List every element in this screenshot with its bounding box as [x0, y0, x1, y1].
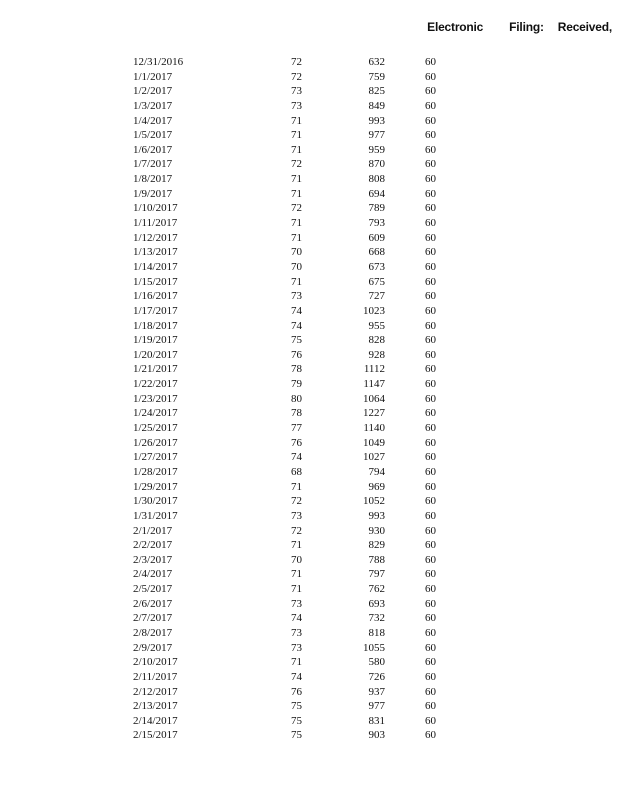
table-row: [133, 685, 438, 700]
value-cell-1: 71: [291, 143, 302, 156]
date-cell: 1/10/2017: [133, 202, 178, 215]
date-cell: 2/6/2017: [133, 597, 173, 610]
value-cell-3: 60: [425, 231, 436, 244]
value-cell-3: 60: [425, 129, 436, 142]
value-cell-2: 1027: [363, 451, 385, 464]
date-cell: 1/29/2017: [133, 480, 178, 493]
table-row: [133, 582, 438, 597]
value-cell-2: 993: [368, 509, 385, 522]
value-cell-2: 930: [368, 524, 385, 537]
value-cell-2: 928: [368, 348, 385, 361]
date-cell: 2/4/2017: [133, 568, 173, 581]
date-cell: 1/17/2017: [133, 304, 178, 317]
value-cell-1: 73: [291, 99, 302, 112]
value-cell-3: 60: [425, 363, 436, 376]
value-cell-2: 969: [368, 480, 385, 493]
table-row: [133, 626, 438, 641]
value-cell-1: 75: [291, 714, 302, 727]
date-cell: 1/25/2017: [133, 422, 178, 435]
value-cell-3: 60: [425, 480, 436, 493]
value-cell-2: 1052: [363, 495, 385, 508]
date-cell: 1/26/2017: [133, 436, 178, 449]
value-cell-1: 70: [291, 553, 302, 566]
value-cell-1: 77: [291, 422, 302, 435]
table-row: [133, 333, 438, 348]
table-row: [133, 172, 438, 187]
table-row: [133, 641, 438, 656]
value-cell-1: 75: [291, 700, 302, 713]
date-cell: 2/1/2017: [133, 524, 173, 537]
value-cell-1: 73: [291, 597, 302, 610]
value-cell-3: 60: [425, 685, 436, 698]
value-cell-2: 1023: [363, 304, 385, 317]
value-cell-2: 673: [368, 260, 385, 273]
table-row: [133, 84, 438, 99]
value-cell-2: 762: [368, 583, 385, 596]
date-cell: 1/1/2017: [133, 70, 173, 83]
value-cell-2: 1227: [363, 407, 385, 420]
value-cell-3: 60: [425, 173, 436, 186]
value-cell-3: 60: [425, 99, 436, 112]
value-cell-1: 72: [291, 495, 302, 508]
value-cell-3: 60: [425, 158, 436, 171]
header-word-received: Received,: [557, 20, 612, 34]
table-row: [133, 231, 438, 246]
date-cell: 1/19/2017: [133, 334, 178, 347]
value-cell-2: 903: [368, 729, 385, 742]
value-cell-2: 977: [368, 700, 385, 713]
value-cell-2: 726: [368, 670, 385, 683]
value-cell-3: 60: [425, 641, 436, 654]
table-row: [133, 245, 438, 260]
value-cell-2: 727: [368, 290, 385, 303]
value-cell-3: 60: [425, 143, 436, 156]
table-row: [133, 143, 438, 158]
value-cell-2: 818: [368, 626, 385, 639]
value-cell-2: 955: [368, 319, 385, 332]
value-cell-1: 68: [291, 465, 302, 478]
date-cell: 2/13/2017: [133, 700, 178, 713]
table-row: [133, 611, 438, 626]
value-cell-1: 74: [291, 451, 302, 464]
table-row: [133, 260, 438, 275]
table-row: [133, 670, 438, 685]
value-cell-3: 60: [425, 583, 436, 596]
value-cell-1: 73: [291, 626, 302, 639]
value-cell-1: 76: [291, 436, 302, 449]
value-cell-1: 78: [291, 407, 302, 420]
value-cell-3: 60: [425, 290, 436, 303]
data-table: [133, 55, 438, 743]
value-cell-2: 732: [368, 612, 385, 625]
value-cell-3: 60: [425, 465, 436, 478]
date-cell: 1/13/2017: [133, 246, 178, 259]
date-cell: 2/9/2017: [133, 641, 173, 654]
date-cell: 1/8/2017: [133, 173, 173, 186]
value-cell-1: 78: [291, 363, 302, 376]
value-cell-3: 60: [425, 407, 436, 420]
value-cell-3: 60: [425, 275, 436, 288]
table-row: [133, 392, 438, 407]
value-cell-2: 759: [368, 70, 385, 83]
table-row: [133, 304, 438, 319]
date-cell: 1/23/2017: [133, 392, 178, 405]
value-cell-1: 71: [291, 129, 302, 142]
table-row: [133, 567, 438, 582]
value-cell-2: 959: [368, 143, 385, 156]
filing-header: [427, 20, 612, 34]
value-cell-2: 1112: [363, 363, 385, 376]
value-cell-1: 71: [291, 231, 302, 244]
value-cell-3: 60: [425, 85, 436, 98]
value-cell-1: 75: [291, 334, 302, 347]
table-row: [133, 99, 438, 114]
value-cell-1: 74: [291, 319, 302, 332]
date-cell: 1/6/2017: [133, 143, 173, 156]
date-cell: 2/3/2017: [133, 553, 173, 566]
value-cell-2: 580: [368, 656, 385, 669]
value-cell-2: 808: [368, 173, 385, 186]
table-row: [133, 201, 438, 216]
value-cell-3: 60: [425, 597, 436, 610]
value-cell-3: 60: [425, 378, 436, 391]
table-row: [133, 128, 438, 143]
value-cell-2: 693: [368, 597, 385, 610]
value-cell-3: 60: [425, 509, 436, 522]
date-cell: 2/15/2017: [133, 729, 178, 742]
value-cell-3: 60: [425, 56, 436, 68]
value-cell-1: 71: [291, 480, 302, 493]
table-row: [133, 114, 438, 129]
table-row: [133, 377, 438, 392]
value-cell-2: 793: [368, 217, 385, 230]
value-cell-3: 60: [425, 348, 436, 361]
table-row: [133, 465, 438, 480]
date-cell: 1/9/2017: [133, 187, 173, 200]
value-cell-3: 60: [425, 524, 436, 537]
value-cell-3: 60: [425, 539, 436, 552]
value-cell-3: 60: [425, 70, 436, 83]
value-cell-3: 60: [425, 202, 436, 215]
value-cell-3: 60: [425, 670, 436, 683]
value-cell-3: 60: [425, 729, 436, 742]
table-row: [133, 319, 438, 334]
value-cell-3: 60: [425, 246, 436, 259]
table-row: [133, 406, 438, 421]
date-cell: 2/8/2017: [133, 626, 173, 639]
table-row: [133, 509, 438, 524]
value-cell-3: 60: [425, 319, 436, 332]
date-cell: 1/31/2017: [133, 509, 178, 522]
value-cell-2: 794: [368, 465, 385, 478]
date-cell: 2/11/2017: [133, 670, 178, 683]
date-cell: 1/30/2017: [133, 495, 178, 508]
table-row: [133, 362, 438, 377]
value-cell-1: 74: [291, 670, 302, 683]
date-cell: 1/5/2017: [133, 129, 173, 142]
table-row: [133, 480, 438, 495]
value-cell-2: 937: [368, 685, 385, 698]
value-cell-2: 1055: [363, 641, 385, 654]
date-cell: 1/21/2017: [133, 363, 178, 376]
value-cell-2: 1147: [363, 378, 385, 391]
table-row: [133, 436, 438, 451]
date-cell: 2/2/2017: [133, 539, 173, 552]
date-cell: 2/7/2017: [133, 612, 173, 625]
value-cell-1: 71: [291, 217, 302, 230]
value-cell-1: 73: [291, 509, 302, 522]
table-row: [133, 699, 438, 714]
value-cell-2: 849: [368, 99, 385, 112]
table-row: [133, 275, 438, 290]
value-cell-3: 60: [425, 304, 436, 317]
date-cell: 2/14/2017: [133, 714, 178, 727]
value-cell-1: 73: [291, 641, 302, 654]
table-row: [133, 553, 438, 568]
table-row: [133, 524, 438, 539]
date-cell: 1/16/2017: [133, 290, 178, 303]
value-cell-1: 76: [291, 685, 302, 698]
value-cell-3: 60: [425, 187, 436, 200]
table-row: [133, 450, 438, 465]
value-cell-1: 71: [291, 275, 302, 288]
value-cell-3: 60: [425, 217, 436, 230]
date-cell: 2/5/2017: [133, 583, 173, 596]
table-row: [133, 728, 438, 743]
value-cell-2: 797: [368, 568, 385, 581]
value-cell-2: 977: [368, 129, 385, 142]
value-cell-2: 1140: [363, 422, 385, 435]
value-cell-2: 788: [368, 553, 385, 566]
header-word-electronic: Electronic: [427, 20, 484, 34]
value-cell-3: 60: [425, 495, 436, 508]
value-cell-1: 73: [291, 85, 302, 98]
header-word-filing: Filing:: [509, 20, 544, 34]
value-cell-1: 70: [291, 260, 302, 273]
date-cell: 1/28/2017: [133, 465, 178, 478]
date-cell: 1/20/2017: [133, 348, 178, 361]
date-cell: 12/31/2016: [133, 56, 184, 68]
value-cell-1: 80: [291, 392, 302, 405]
value-cell-1: 71: [291, 173, 302, 186]
value-cell-2: 825: [368, 85, 385, 98]
table-row: [133, 55, 438, 70]
date-cell: 1/3/2017: [133, 99, 173, 112]
table-row: [133, 348, 438, 363]
value-cell-1: 75: [291, 729, 302, 742]
date-cell: 1/2/2017: [133, 85, 173, 98]
date-cell: 2/12/2017: [133, 685, 178, 698]
value-cell-3: 60: [425, 612, 436, 625]
table-row: [133, 597, 438, 612]
value-cell-2: 632: [368, 56, 385, 68]
value-cell-2: 789: [368, 202, 385, 215]
value-cell-1: 74: [291, 612, 302, 625]
value-cell-1: 73: [291, 290, 302, 303]
table-row: [133, 70, 438, 85]
value-cell-3: 60: [425, 114, 436, 127]
value-cell-1: 71: [291, 539, 302, 552]
table-row: [133, 714, 438, 729]
value-cell-2: 1064: [363, 392, 385, 405]
value-cell-3: 60: [425, 626, 436, 639]
table-row: [133, 538, 438, 553]
value-cell-1: 72: [291, 56, 302, 68]
value-cell-1: 71: [291, 187, 302, 200]
value-cell-2: 1049: [363, 436, 385, 449]
value-cell-2: 694: [368, 187, 385, 200]
value-cell-2: 870: [368, 158, 385, 171]
value-cell-3: 60: [425, 714, 436, 727]
value-cell-3: 60: [425, 553, 436, 566]
date-cell: 1/7/2017: [133, 158, 173, 171]
value-cell-3: 60: [425, 656, 436, 669]
table-row: [133, 655, 438, 670]
value-cell-1: 72: [291, 158, 302, 171]
date-cell: 2/10/2017: [133, 656, 178, 669]
value-cell-2: 828: [368, 334, 385, 347]
date-cell: 1/14/2017: [133, 260, 178, 273]
value-cell-3: 60: [425, 260, 436, 273]
date-cell: 1/15/2017: [133, 275, 178, 288]
date-cell: 1/4/2017: [133, 114, 173, 127]
table-row: [133, 187, 438, 202]
table-row: [133, 494, 438, 509]
value-cell-2: 993: [368, 114, 385, 127]
value-cell-2: 829: [368, 539, 385, 552]
date-cell: 1/27/2017: [133, 451, 178, 464]
date-cell: 1/12/2017: [133, 231, 178, 244]
table-row: [133, 216, 438, 231]
table-row: [133, 157, 438, 172]
date-cell: 1/22/2017: [133, 378, 178, 391]
value-cell-1: 76: [291, 348, 302, 361]
value-cell-1: 71: [291, 568, 302, 581]
value-cell-1: 71: [291, 583, 302, 596]
table-row: [133, 289, 438, 304]
value-cell-3: 60: [425, 568, 436, 581]
value-cell-3: 60: [425, 451, 436, 464]
value-cell-2: 675: [368, 275, 385, 288]
value-cell-1: 71: [291, 114, 302, 127]
value-cell-3: 60: [425, 700, 436, 713]
value-cell-1: 79: [291, 378, 302, 391]
date-cell: 1/24/2017: [133, 407, 178, 420]
value-cell-2: 609: [368, 231, 385, 244]
value-cell-1: 72: [291, 524, 302, 537]
value-cell-2: 668: [368, 246, 385, 259]
value-cell-3: 60: [425, 392, 436, 405]
value-cell-3: 60: [425, 436, 436, 449]
value-cell-3: 60: [425, 334, 436, 347]
value-cell-1: 70: [291, 246, 302, 259]
value-cell-2: 831: [368, 714, 385, 727]
table-row: [133, 421, 438, 436]
date-cell: 1/11/2017: [133, 217, 178, 230]
value-cell-1: 71: [291, 656, 302, 669]
value-cell-1: 74: [291, 304, 302, 317]
value-cell-1: 72: [291, 202, 302, 215]
value-cell-1: 72: [291, 70, 302, 83]
value-cell-3: 60: [425, 422, 436, 435]
date-cell: 1/18/2017: [133, 319, 178, 332]
